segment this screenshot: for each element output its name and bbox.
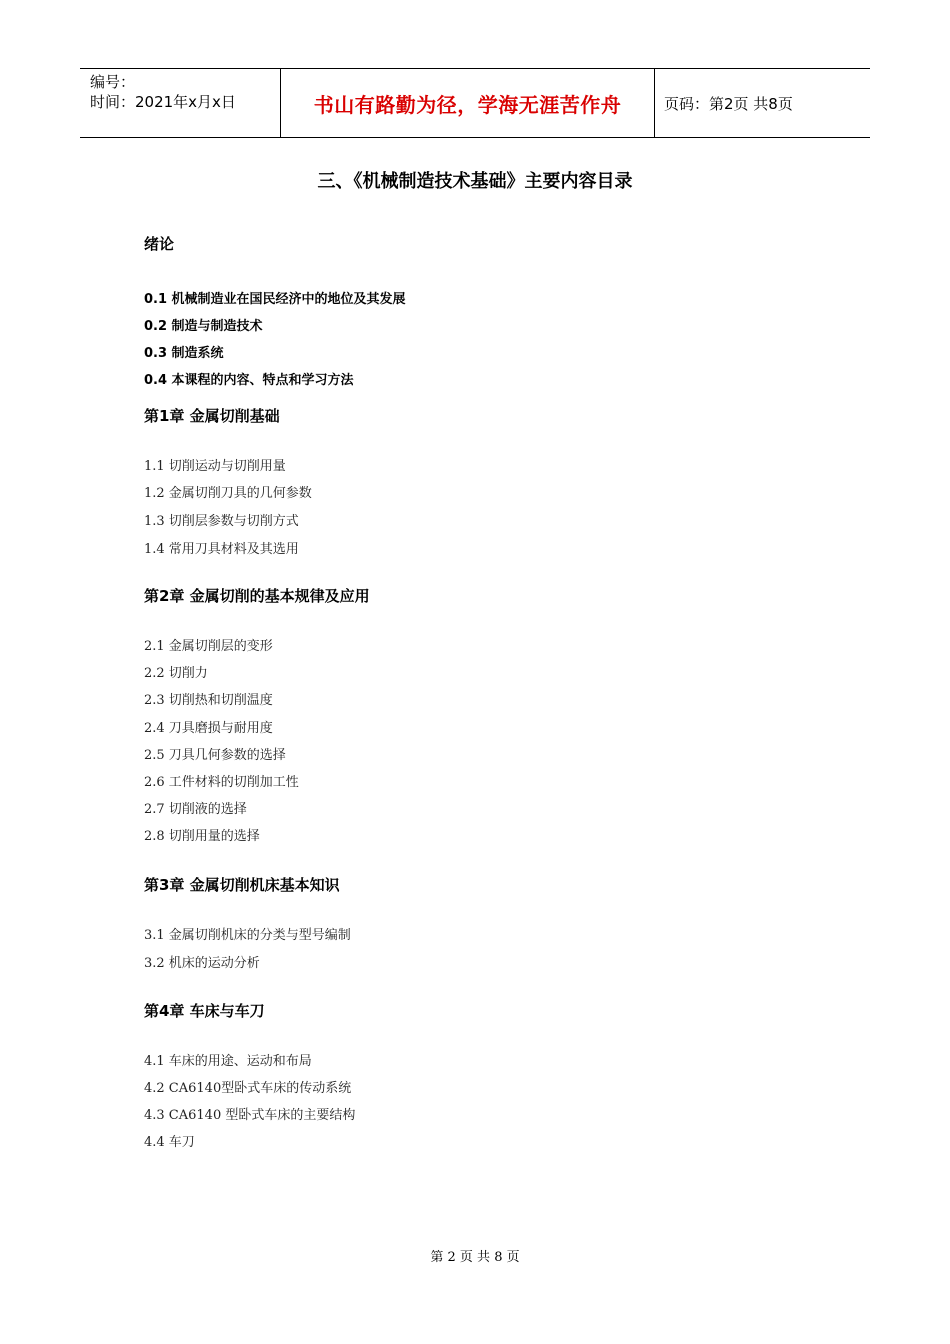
- section-item: 4.1 车床的用途、运动和布局: [144, 1054, 312, 1069]
- motto: 书山有路勤为径，学海无涯苦作舟: [313, 92, 622, 117]
- section-item: 2.2 切削力: [144, 666, 208, 681]
- section-item: 2.7 切削液的选择: [144, 802, 247, 817]
- intro-item: 0.2 制造与制造技术: [144, 319, 263, 334]
- header-page-cell: [655, 69, 870, 137]
- section-item: 2.4 刀具磨损与耐用度: [144, 721, 273, 736]
- page-footer: 第 2 页 共 8 页: [430, 1250, 520, 1265]
- section-item: 2.3 切削热和切削温度: [144, 693, 273, 708]
- section-item: 3.1 金属切削机床的分类与型号编制: [144, 928, 351, 943]
- chapter-heading: 第1章 金属切削基础: [144, 407, 280, 425]
- serial-number-label: 编号：: [90, 73, 136, 91]
- chapter-heading: 第2章 金属切削的基本规律及应用: [144, 587, 370, 605]
- section-item: 2.8 切削用量的选择: [144, 829, 260, 844]
- header-meta-cell: [80, 69, 281, 137]
- section-item: 1.2 金属切削刀具的几何参数: [144, 486, 312, 501]
- section-item: 4.3 CA6140 型卧式车床的主要结构: [144, 1108, 356, 1123]
- section-item: 2.5 刀具几何参数的选择: [144, 748, 286, 763]
- section-item: 4.4 车刀: [144, 1135, 195, 1150]
- section-item: 2.6 工件材料的切削加工性: [144, 775, 299, 790]
- section-item: 1.4 常用刀具材料及其选用: [144, 542, 299, 557]
- page-info: 页码：第2页 共8页: [664, 94, 793, 113]
- page-title: 三、《机械制造技术基础》主要内容目录: [317, 171, 633, 192]
- chapter-heading: 第3章 金属切削机床基本知识: [144, 876, 340, 894]
- section-item: 2.1 金属切削层的变形: [144, 639, 273, 654]
- intro-heading: 绪论: [144, 235, 175, 253]
- intro-item: 0.4 本课程的内容、特点和学习方法: [144, 373, 354, 388]
- section-item: 4.2 CA6140型卧式车床的传动系统: [144, 1081, 352, 1096]
- chapter-heading: 第4章 车床与车刀: [144, 1002, 265, 1020]
- time-label: 时间：2021年x月x日: [90, 93, 236, 111]
- header-table: [80, 68, 870, 138]
- intro-item: 0.3 制造系统: [144, 346, 224, 361]
- section-item: 1.1 切削运动与切削用量: [144, 459, 286, 474]
- header-motto-cell: [281, 69, 655, 137]
- intro-item: 0.1 机械制造业在国民经济中的地位及其发展: [144, 292, 406, 307]
- section-item: 1.3 切削层参数与切削方式: [144, 514, 299, 529]
- section-item: 3.2 机床的运动分析: [144, 956, 260, 971]
